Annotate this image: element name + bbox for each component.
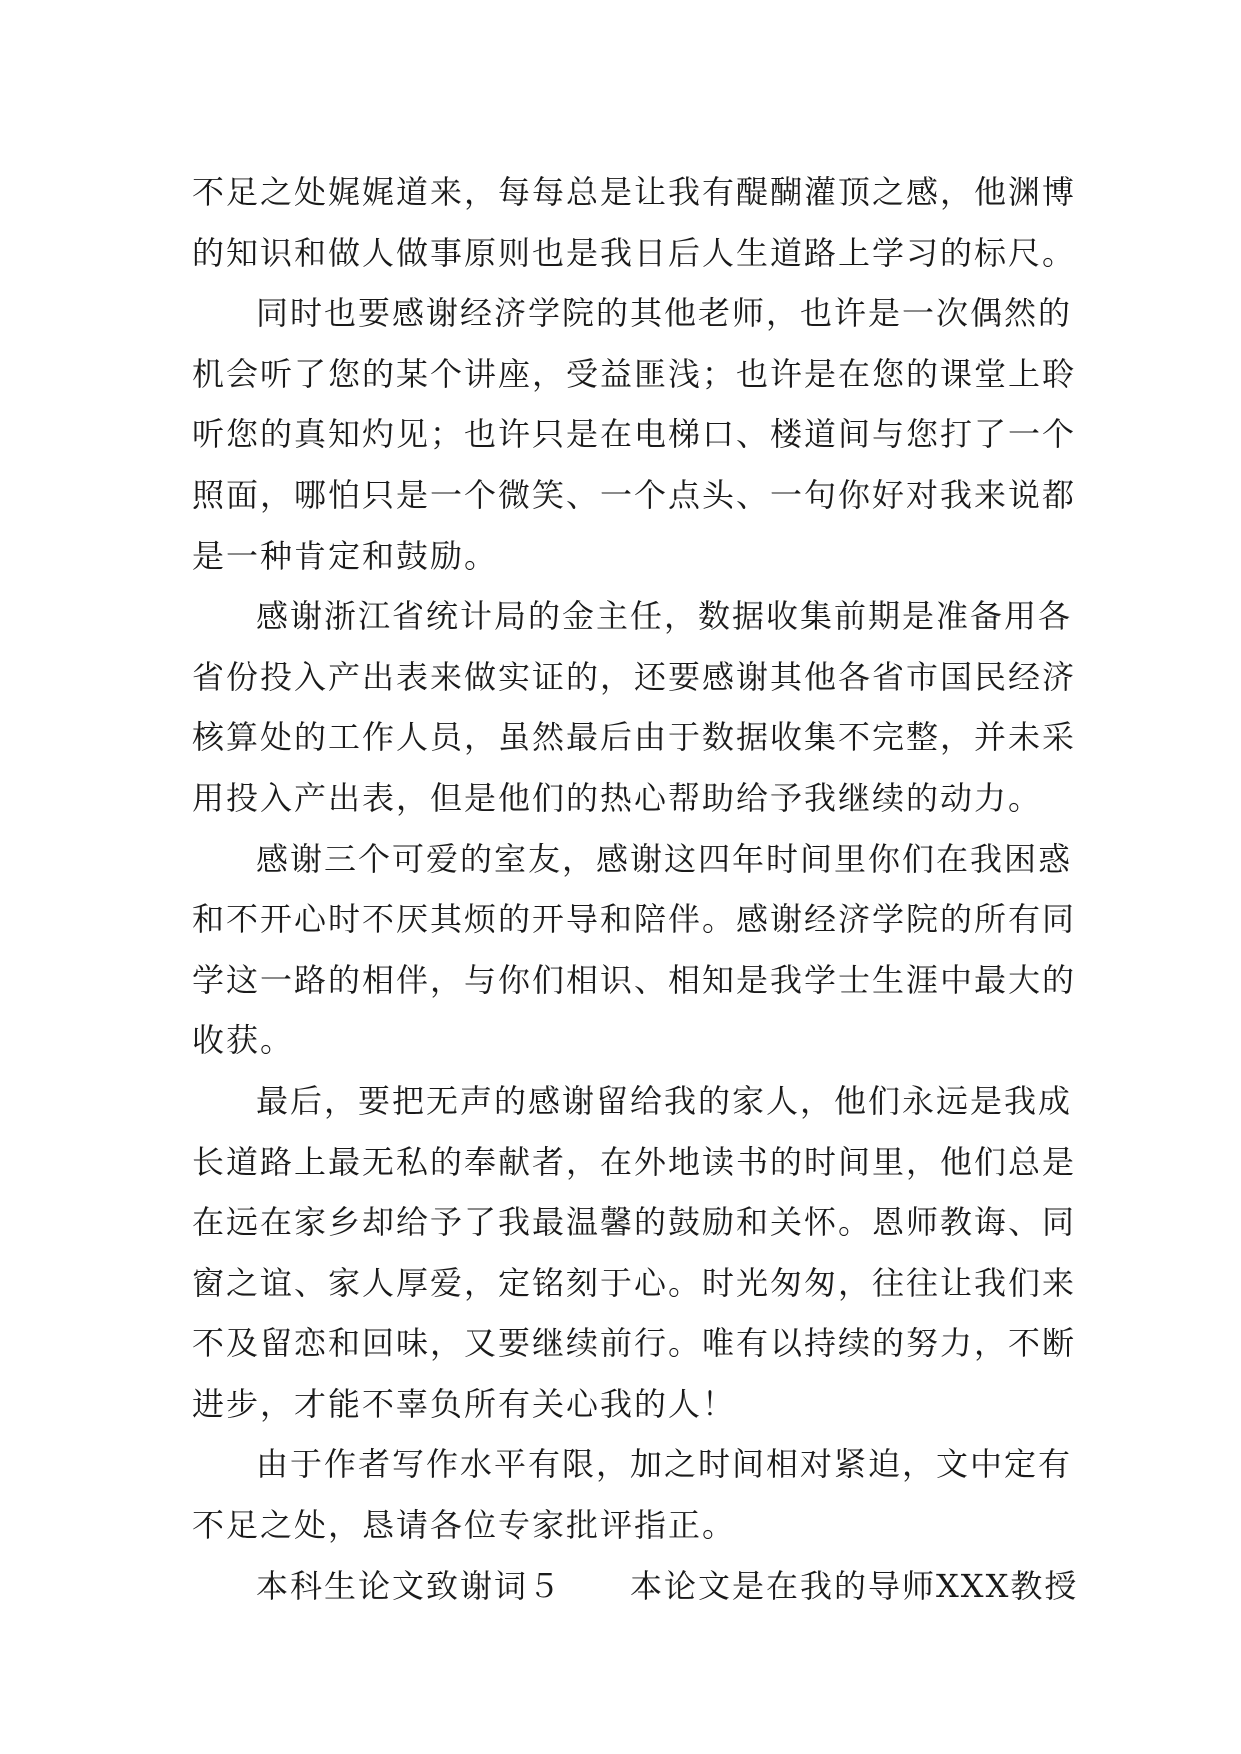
text-line: 在远在家乡却给予了我最温馨的鼓励和关怀。恩师教诲、同 <box>192 1203 1077 1242</box>
body-text <box>192 162 1079 1616</box>
text-line: 收获。 <box>192 1021 295 1060</box>
text-line: 用投入产出表，但是他们的热心帮助给予我继续的动力。 <box>192 778 1043 817</box>
text-line: 照面，哪怕只是一个微笑、一个点头、一句你好对我来说都 <box>192 475 1077 514</box>
text-line: 长道路上最无私的奉献者，在外地读书的时间里，他们总是 <box>192 1142 1077 1181</box>
text-line: 不足之处，恳请各位专家批评指正。 <box>192 1506 737 1545</box>
text-line: 的知识和做人做事原则也是我日后人生道路上学习的标尺。 <box>192 233 1077 272</box>
text-line: 听您的真知灼见；也许只是在电梯口、楼道间与您打了一个 <box>192 415 1077 454</box>
text-line: 进步，才能不辜负所有关心我的人！ <box>192 1384 737 1423</box>
text-line: 窗之谊、家人厚爱，定铭刻于心。时光匆匆，往往让我们来 <box>192 1263 1077 1302</box>
text-line: 和不开心时不厌其烦的开导和陪伴。感谢经济学院的所有同 <box>192 900 1077 939</box>
text-line: 省份投入产出表来做实证的，还要感谢其他各省市国民经济 <box>192 657 1077 696</box>
paragraph-start-line: 由于作者写作水平有限，加之时间相对紧迫，文中定有 <box>256 1445 1073 1484</box>
text-line: 学这一路的相伴，与你们相识、相知是我学士生涯中最大的 <box>192 960 1077 999</box>
paragraph-start-line: 感谢浙江省统计局的金主任，数据收集前期是准备用各 <box>256 597 1073 636</box>
text-line: 不足之处娓娓道来，每每总是让我有醍醐灌顶之感，他渊博 <box>192 173 1077 211</box>
text-line: 核算处的工作人员，虽然最后由于数据收集不完整，并未采 <box>192 718 1077 757</box>
paragraph-start-line: 同时也要感谢经济学院的其他老师，也许是一次偶然的 <box>256 294 1073 333</box>
section-heading-line: 本科生论文致谢词５ 本论文是在我的导师XXX教授 <box>256 1566 1079 1605</box>
text-line: 不及留恋和回味，又要继续前行。唯有以持续的努力，不断 <box>192 1324 1077 1363</box>
paragraph-start-line: 感谢三个可爱的室友，感谢这四年时间里你们在我困惑 <box>256 839 1073 878</box>
paragraph-start-line: 最后，要把无声的感谢留给我的家人，他们永远是我成 <box>256 1081 1073 1120</box>
text-line: 机会听了您的某个讲座，受益匪浅；也许是在您的课堂上聆 <box>192 354 1077 393</box>
text-line: 是一种肯定和鼓励。 <box>192 536 499 575</box>
